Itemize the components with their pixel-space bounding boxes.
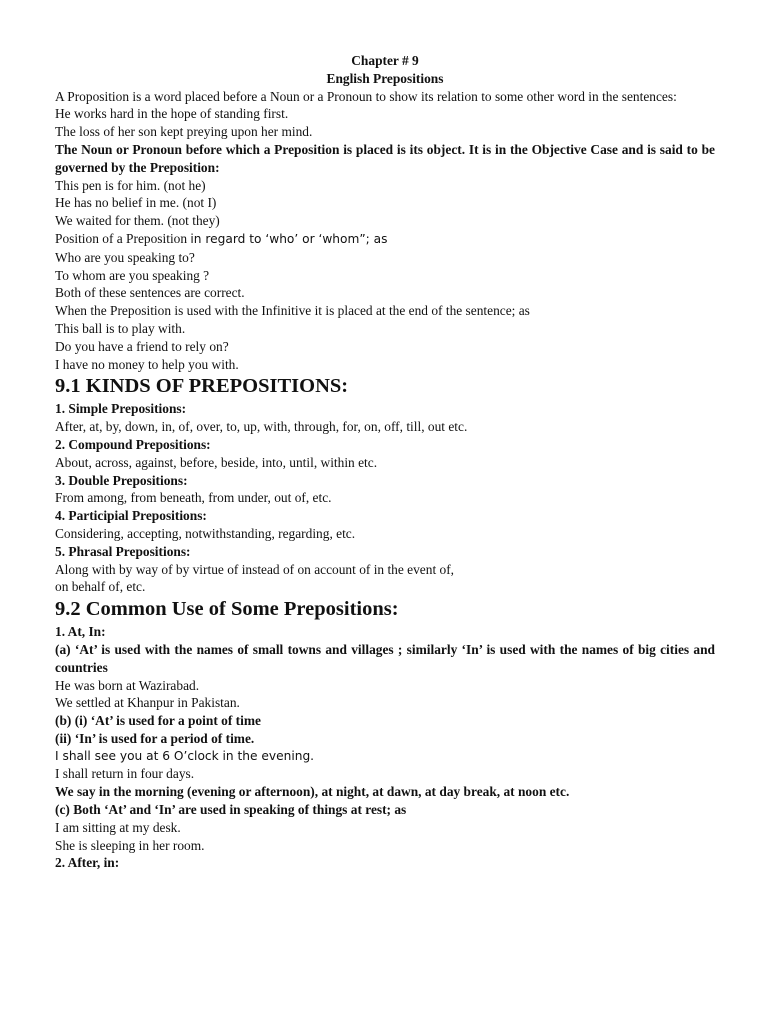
subsection-title: 1. At, In: (55, 624, 106, 640)
example-line: She is sleeping in her room. (55, 837, 205, 853)
chapter-title: English Prepositions (326, 70, 444, 86)
subsection-title: 5. Phrasal Prepositions: (55, 543, 191, 559)
position-rule-line (55, 230, 715, 249)
section-heading-common-use: 9.2 Common Use of Some Prepositions: (55, 598, 399, 621)
position-rule-suffix: in regard to ‘who’ or ‘whom”; as (190, 231, 388, 246)
example-line: I shall return in four days. (55, 766, 195, 782)
example-line: He works hard in the hope of standing first. (55, 106, 289, 122)
example-line: This pen is for him. (not he) (55, 177, 206, 193)
subsection-title: 2. Compound Prepositions: (55, 436, 211, 452)
subsection-title: 3. Double Prepositions: (55, 472, 188, 488)
example-line: He was born at Wazirabad. (55, 677, 200, 693)
example-line: This ball is to play with. (55, 320, 186, 336)
example-line: Who are you speaking to? (55, 249, 195, 265)
example-line: To whom are you speaking ? (55, 267, 210, 283)
example-line: I shall see you at 6 O’clock in the evening. (55, 748, 315, 763)
definition-paragraph: A Proposition is a word placed before a Noun or a Pronoun to show its relation to some other word in the sentences: (55, 88, 677, 104)
example-line: We waited for them. (not they) (55, 213, 220, 229)
document-page (55, 52, 715, 872)
rule-c: (c) Both ‘At’ and ‘In’ are used in speaking of things at rest; as (55, 802, 407, 818)
rule-a: (a) ‘At’ is used with the names of small towns and villages ; similarly ‘In’ is used with the names of big cities and countries (55, 641, 715, 675)
rule-b1: (b) (i) ‘At’ is used for a point of time (55, 713, 261, 729)
example-line: He has no belief in me. (not I) (55, 195, 217, 211)
subsection-title: 4. Participial Prepositions: (55, 508, 207, 524)
subsection-text: on behalf of, etc. (55, 579, 146, 595)
section-heading-kinds: 9.1 KINDS OF PREPOSITIONS: (55, 375, 349, 398)
infinitive-rule-line: When the Preposition is used with the Infinitive it is placed at the end of the sentence; as (55, 303, 530, 319)
example-line: Do you have a friend to rely on? (55, 338, 229, 354)
position-rule-prefix: Position of a Preposition (55, 230, 191, 246)
example-line: We settled at Khanpur in Pakistan. (55, 695, 240, 711)
subsection-title: 2. After, in: (55, 855, 120, 871)
subsection-text: Along with by way of by virtue of instead of on account of in the event of, (55, 561, 455, 577)
example-line: The loss of her son kept preying upon her mind. (55, 124, 313, 140)
example-line: Both of these sentences are correct. (55, 285, 245, 301)
time-rule: We say in the morning (evening or afternoon), at night, at dawn, at day break, at noon etc. (55, 784, 570, 800)
example-line: I have no money to help you with. (55, 356, 239, 372)
rule-b2: (ii) ‘In’ is used for a period of time. (55, 730, 255, 746)
subsection-text: Considering, accepting, notwithstanding, regarding, etc. (55, 525, 356, 541)
example-line: I am sitting at my desk. (55, 819, 181, 835)
subsection-text: About, across, against, before, beside, into, until, within etc. (55, 454, 378, 470)
subsection-title: 1. Simple Prepositions: (55, 401, 187, 417)
subsection-text: From among, from beneath, from under, out of, etc. (55, 490, 332, 506)
object-rule-paragraph: The Noun or Pronoun before which a Preposition is placed is its object. It is in the Objective Case and is said to be governed by the Preposition: (55, 141, 715, 175)
chapter-number: Chapter # 9 (351, 53, 419, 68)
subsection-text: After, at, by, down, in, of, over, to, up, with, through, for, on, off, till, out etc. (55, 419, 468, 435)
